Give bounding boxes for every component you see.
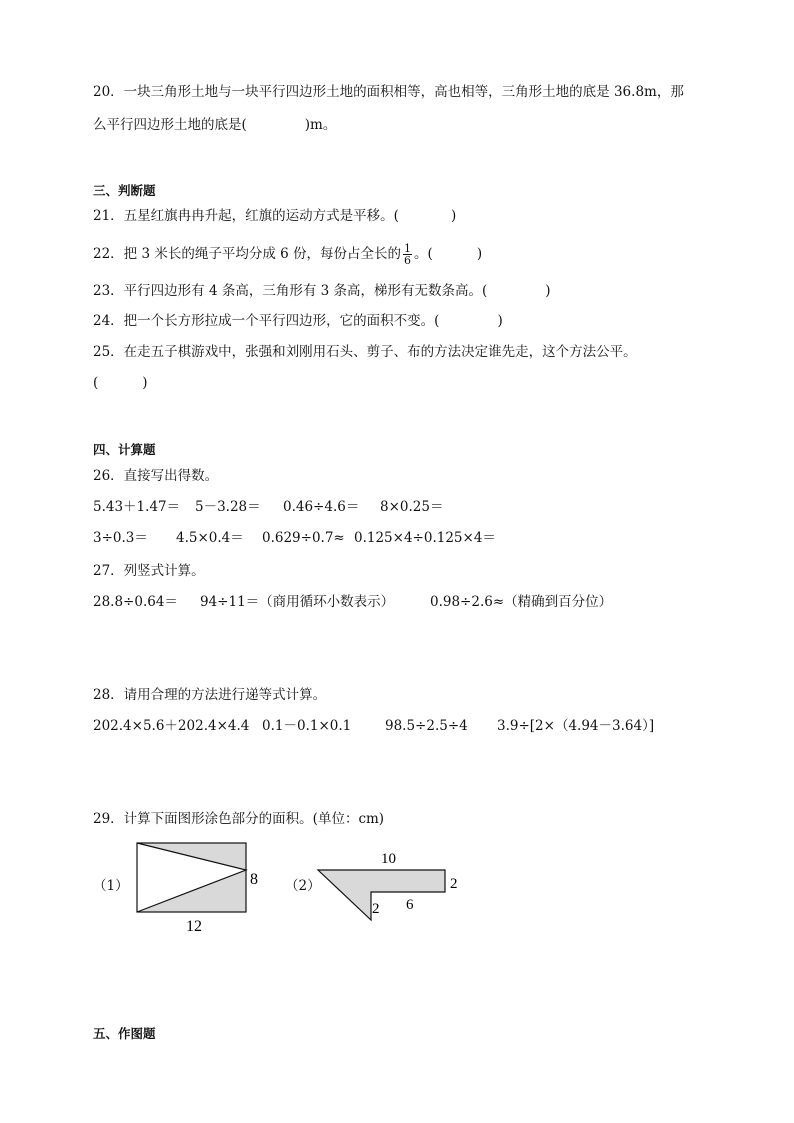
section4-title: 四、计算题 bbox=[93, 442, 156, 457]
q22-fraction bbox=[403, 243, 412, 266]
q28-item-3: 98.5÷2.5÷4 bbox=[385, 718, 468, 734]
fig2-top-label: 10 bbox=[381, 851, 396, 867]
q28-item-2: 0.1－0.1×0.1 bbox=[262, 718, 352, 734]
q20-line1: 20．一块三角形土地与一块平行四边形土地的面积相等，高也相等，三角形土地的底是 36.8m，那 bbox=[93, 84, 684, 100]
q26-item-1-2: 5－3.28＝ bbox=[195, 499, 261, 515]
q20-unit: )m。 bbox=[304, 117, 337, 133]
q27-item-3: 0.98÷2.6≈（精确到百分位） bbox=[430, 594, 613, 610]
q26-title: 26．直接写出得数。 bbox=[93, 468, 219, 484]
q22 bbox=[93, 243, 482, 266]
figure-1 bbox=[130, 836, 270, 936]
q26-item-2-3: 0.629÷0.7≈ bbox=[262, 530, 345, 546]
q21-close: ) bbox=[450, 208, 457, 224]
q23-close: ) bbox=[545, 283, 551, 299]
q26-item-2-1: 3÷0.3＝ bbox=[93, 530, 148, 546]
q22-after: 。( bbox=[414, 246, 433, 262]
q25-close: ) bbox=[142, 375, 148, 391]
q25-text: 25．在走五子棋游戏中，张强和刘刚用石头、剪子、布的方法决定谁先走，这个方法公平。 bbox=[93, 344, 637, 360]
q25-answer bbox=[93, 374, 148, 392]
q22-frac-den: 6 bbox=[404, 254, 412, 267]
section3-title: 三、判断题 bbox=[93, 183, 156, 198]
q20-text: 么平行四边形土地的底是( bbox=[93, 117, 247, 133]
q23-text: 23．平行四边形有 4 条高，三角形有 3 条高，梯形有无数条高。( bbox=[93, 283, 488, 299]
fig2-label: （2） bbox=[285, 878, 321, 894]
q29-title: 29．计算下面图形涂色部分的面积。(单位：cm) bbox=[93, 811, 385, 827]
q21 bbox=[93, 207, 456, 225]
fig1-label: （1） bbox=[93, 878, 129, 894]
fig1-bottom-label: 12 bbox=[186, 918, 202, 935]
q22-frac-num: 1 bbox=[404, 242, 412, 255]
q22-text: 22．把 3 米长的绳子平均分成 6 份，每份占全长的 bbox=[93, 246, 402, 262]
fig2-shaded-shape bbox=[318, 870, 445, 920]
q21-text: 21．五星红旗冉冉升起，红旗的运动方式是平移。( bbox=[93, 208, 399, 224]
fig2-inner-bottom-label: 6 bbox=[406, 897, 414, 913]
q24-close: ) bbox=[497, 313, 503, 329]
q25-open: ( bbox=[93, 375, 99, 391]
q26-item-1-4: 8×0.25＝ bbox=[380, 499, 444, 515]
q27-item-1: 28.8÷0.64＝ bbox=[93, 594, 178, 610]
q27-item-2: 94÷11＝（商用循环小数表示） bbox=[200, 594, 395, 610]
q28-title: 28．请用合理的方法进行递等式计算。 bbox=[93, 687, 327, 703]
q26-item-1-1: 5.43＋1.47＝ bbox=[93, 499, 181, 515]
fig2-inner-left-label: 2 bbox=[372, 901, 380, 917]
q26-item-1-3: 0.46÷4.6＝ bbox=[283, 499, 360, 515]
q26-item-2-2: 4.5×0.4＝ bbox=[176, 530, 244, 546]
fig1-side-label: 8 bbox=[250, 871, 258, 888]
q22-close: ) bbox=[476, 246, 483, 262]
q23 bbox=[93, 282, 551, 300]
fig2-right-label: 2 bbox=[450, 876, 458, 892]
q26-item-2-4: 0.125×4÷0.125×4＝ bbox=[354, 530, 496, 546]
q20-line2 bbox=[93, 116, 336, 134]
section5-title: 五、作图题 bbox=[93, 1026, 156, 1041]
q24-text: 24．把一个长方形拉成一个平行四边形，它的面积不变。( bbox=[93, 313, 440, 329]
q28-item-1: 202.4×5.6＋202.4×4.4 bbox=[93, 718, 250, 734]
q27-title: 27．列竖式计算。 bbox=[93, 563, 205, 579]
figure-2 bbox=[310, 846, 470, 926]
q28-item-4: 3.9÷[2×（4.94－3.64）] bbox=[497, 718, 655, 734]
q24 bbox=[93, 312, 503, 330]
